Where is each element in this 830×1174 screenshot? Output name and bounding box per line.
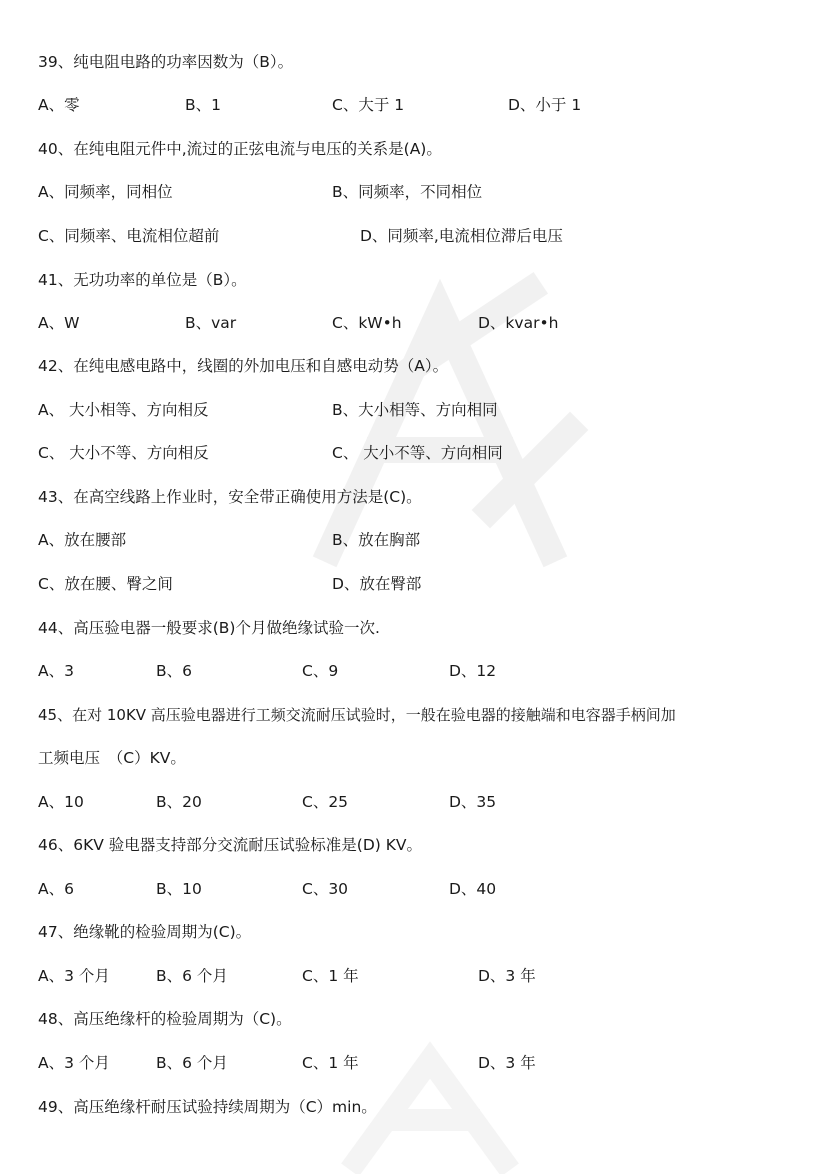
question-39: 39、纯电阻电路的功率因数为（B）。 bbox=[38, 53, 294, 71]
option-c: C、放在腰、臀之间 bbox=[38, 575, 173, 593]
option-b: B、20 bbox=[156, 793, 202, 811]
option-c-2: C、 大小不等、方向相同 bbox=[332, 444, 503, 462]
option-a: A、 大小相等、方向相反 bbox=[38, 401, 209, 419]
option-d: D、12 bbox=[449, 662, 497, 680]
option-d: D、同频率,电流相位滞后电压 bbox=[360, 227, 563, 245]
option-b: B、大小相等、方向相同 bbox=[332, 401, 498, 419]
question-41: 41、无功功率的单位是（B）。 bbox=[38, 271, 247, 289]
option-c: C、30 bbox=[302, 880, 349, 898]
option-a: A、同频率，同相位 bbox=[38, 183, 173, 201]
option-d: D、kvar•h bbox=[478, 314, 559, 332]
question-48: 48、高压绝缘杆的检验周期为（C)。 bbox=[38, 1010, 292, 1028]
option-c: C、1 年 bbox=[302, 967, 359, 985]
option-d: D、3 年 bbox=[478, 1054, 536, 1072]
option-b: B、10 bbox=[156, 880, 202, 898]
option-a: A、10 bbox=[38, 793, 84, 811]
option-b: B、同频率，不同相位 bbox=[332, 183, 483, 201]
option-a: A、6 bbox=[38, 880, 74, 898]
option-a: A、3 个月 bbox=[38, 1054, 110, 1072]
question-44: 44、高压验电器一般要求(B)个月做绝缘试验一次. bbox=[38, 619, 380, 637]
option-c: C、25 bbox=[302, 793, 349, 811]
option-c: C、 大小不等、方向相反 bbox=[38, 444, 209, 462]
options-42-row2 bbox=[38, 441, 798, 465]
options-45 bbox=[38, 790, 798, 814]
question-45-continued: 工频电压 （C）KV。 bbox=[38, 749, 186, 767]
question-45: 45、在对 10KV 高压验电器进行工频交流耐压试验时，一般在验电器的接触端和电容器手柄间加 bbox=[38, 706, 676, 724]
option-a: A、放在腰部 bbox=[38, 531, 127, 549]
option-d: D、35 bbox=[449, 793, 497, 811]
options-40-row1 bbox=[38, 180, 798, 204]
option-a: A、3 个月 bbox=[38, 967, 110, 985]
option-c: C、9 bbox=[302, 662, 339, 680]
question-49: 49、高压绝缘杆耐压试验持续周期为（C）min。 bbox=[38, 1098, 377, 1116]
option-d: D、3 年 bbox=[478, 967, 536, 985]
option-b: B、放在胸部 bbox=[332, 531, 421, 549]
option-a: A、零 bbox=[38, 96, 80, 114]
options-48 bbox=[38, 1051, 798, 1075]
option-c: C、大于 1 bbox=[332, 96, 405, 114]
question-42: 42、在纯电感电路中，线圈的外加电压和自感电动势（A）。 bbox=[38, 357, 449, 375]
option-d: D、放在臀部 bbox=[332, 575, 422, 593]
option-b: B、6 个月 bbox=[156, 967, 228, 985]
option-c: C、同频率、电流相位超前 bbox=[38, 227, 220, 245]
question-43: 43、在高空线路上作业时，安全带正确使用方法是(C)。 bbox=[38, 488, 422, 506]
option-a: A、W bbox=[38, 314, 80, 332]
options-43-row2 bbox=[38, 572, 798, 596]
options-39 bbox=[38, 93, 798, 117]
option-d: D、小于 1 bbox=[508, 96, 582, 114]
option-b: B、1 bbox=[185, 96, 221, 114]
options-46 bbox=[38, 877, 798, 901]
option-b: B、6 个月 bbox=[156, 1054, 228, 1072]
options-43-row1 bbox=[38, 528, 798, 552]
option-a: A、3 bbox=[38, 662, 74, 680]
options-41 bbox=[38, 311, 798, 335]
question-40: 40、在纯电阻元件中,流过的正弦电流与电压的关系是(A)。 bbox=[38, 140, 442, 158]
option-b: B、6 bbox=[156, 662, 192, 680]
question-47: 47、绝缘靴的检验周期为(C)。 bbox=[38, 923, 252, 941]
options-40-row2 bbox=[38, 224, 798, 248]
options-44 bbox=[38, 659, 798, 683]
option-d: D、40 bbox=[449, 880, 497, 898]
option-c: C、kW•h bbox=[332, 314, 402, 332]
option-c: C、1 年 bbox=[302, 1054, 359, 1072]
options-42-row1 bbox=[38, 398, 798, 422]
options-47 bbox=[38, 964, 798, 988]
option-b: B、var bbox=[185, 314, 237, 332]
question-46: 46、6KV 验电器支持部分交流耐压试验标准是(D) KV。 bbox=[38, 836, 423, 854]
